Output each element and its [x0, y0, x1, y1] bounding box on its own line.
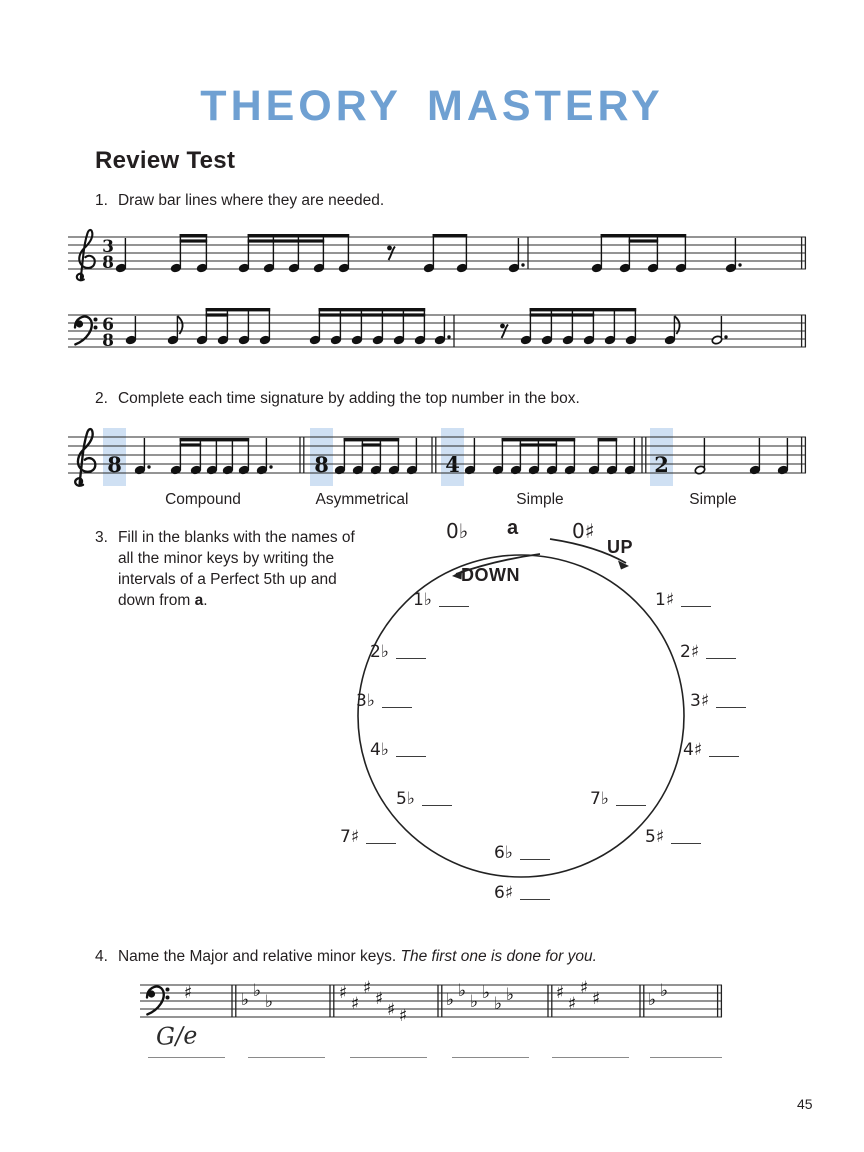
- meter-label-simple-1: Simple: [516, 491, 564, 508]
- answer-blank: [671, 839, 701, 844]
- key-slot-1-sharp: 1♯: [655, 590, 711, 610]
- meter-label-simple-2: Simple: [689, 491, 737, 508]
- key-slot-4-flats: 4♭: [370, 740, 426, 760]
- answer-blank: [709, 752, 739, 757]
- bottom-number: 2: [654, 452, 669, 477]
- key-slot-4-sharps: 4♯: [683, 740, 739, 760]
- bottom-number: 4: [445, 452, 460, 477]
- circle-outline: [358, 555, 684, 877]
- staff-q2: [60, 420, 816, 500]
- sharp-icon: ♯: [591, 989, 601, 1009]
- label-down: DOWN: [461, 565, 520, 585]
- time-signature-top: 3: [102, 237, 114, 257]
- sharp-icon: ♯: [362, 978, 372, 998]
- answer-blank: [422, 801, 452, 806]
- answer-blank: [396, 752, 426, 757]
- notation: [68, 308, 806, 347]
- key-slot-2-flats: 2♭: [370, 642, 426, 662]
- answer-blank: [616, 801, 646, 806]
- answer-blank: [248, 1047, 325, 1058]
- key-slot-3-flats: 3♭: [356, 691, 412, 711]
- notation: [68, 230, 806, 280]
- question-3: [95, 527, 357, 611]
- treble-clef-icon: [75, 429, 95, 486]
- answer-blank: [552, 1047, 629, 1058]
- question-4-italic: The first one is done for you.: [400, 948, 597, 965]
- answer-blank: [382, 703, 412, 708]
- answer-blank: [520, 855, 550, 860]
- time-signature-bottom: 8: [102, 331, 114, 351]
- answer-blank: [148, 1047, 225, 1058]
- flat-icon: ♭: [252, 981, 262, 1001]
- meter-label-compound: Compound: [165, 491, 241, 508]
- sharp-icon: ♯: [555, 983, 565, 1003]
- question-1-number: 1.: [95, 192, 108, 209]
- key-slot-5-sharps: 5♯: [645, 827, 701, 847]
- question-3-number: 3.: [95, 529, 108, 546]
- label-up: UP: [607, 537, 634, 557]
- flat-icon: ♭: [481, 983, 491, 1003]
- question-2: [95, 388, 580, 409]
- flat-icon: ♭: [493, 994, 503, 1014]
- key-slot-1-flat: 1♭: [413, 590, 469, 610]
- question-2-text: Complete each time signature by adding the top number in the box.: [117, 390, 580, 407]
- key-slot-5-flats: 5♭: [396, 789, 452, 809]
- tonic-reference: a: [194, 592, 204, 609]
- key-slot-7-sharps: 7♯: [340, 827, 396, 847]
- flat-icon: ♭: [445, 990, 455, 1010]
- label-tonic-a: a: [507, 517, 519, 539]
- flat-icon: ♭: [659, 981, 669, 1001]
- page-number: 45: [797, 1096, 813, 1112]
- staff-q1-bass: [60, 300, 812, 374]
- staff-q4-key-signatures: [130, 975, 730, 1035]
- time-signature-bottom: 8: [102, 253, 114, 273]
- question-4-number: 4.: [95, 948, 108, 965]
- sharp-icon: ♯: [338, 983, 348, 1003]
- label-zero-sharps: 0♯: [572, 519, 595, 543]
- notation: [140, 978, 722, 1026]
- answer-blank: [452, 1047, 529, 1058]
- answer-blank: [520, 895, 550, 900]
- question-3-text: Fill in the blanks with the names of all the minor keys by writing the intervals of a Perfect 5th up and down from a.: [117, 529, 355, 609]
- sharp-icon: ♯: [350, 994, 360, 1014]
- flat-icon: ♭: [264, 992, 274, 1012]
- section-heading: Review Test: [95, 147, 236, 174]
- key-slot-2-sharps: 2♯: [680, 642, 736, 662]
- answer-blank: [366, 839, 396, 844]
- time-signature-top: 6: [102, 315, 114, 335]
- key-slot-6-sharps: 6♯: [494, 883, 550, 903]
- answer-blank: [650, 1047, 722, 1058]
- key-slot-3-sharps: 3♯: [690, 691, 746, 711]
- flat-icon: ♭: [505, 985, 515, 1005]
- bottom-number: 8: [107, 452, 122, 477]
- question-1: [95, 190, 384, 211]
- answer-blank: [439, 602, 469, 607]
- sharp-icon: ♯: [398, 1006, 408, 1026]
- answer-blank: [706, 654, 736, 659]
- page-title: THEORY MASTERY: [200, 82, 664, 130]
- key-slot-7-flats: 7♭: [590, 789, 646, 809]
- answer-blank: [681, 602, 711, 607]
- meter-label-asymmetrical: Asymmetrical: [315, 491, 409, 508]
- question-2-number: 2.: [95, 390, 108, 407]
- answer-example: G/e: [155, 1021, 198, 1051]
- answer-blank: [716, 703, 746, 708]
- flat-icon: ♭: [457, 981, 467, 1001]
- flat-icon: ♭: [469, 992, 479, 1012]
- question-1-text: Draw bar lines where they are needed.: [117, 192, 385, 209]
- sharp-icon: ♯: [183, 983, 193, 1003]
- sharp-icon: ♯: [579, 978, 589, 998]
- flat-icon: ♭: [647, 990, 657, 1010]
- staff-q1-treble: [60, 222, 812, 296]
- question-4-text: Name the Major and relative minor keys. The first one is done for you.: [117, 948, 597, 965]
- sharp-icon: ♯: [386, 1000, 396, 1020]
- answer-blank: [396, 654, 426, 659]
- bottom-number: 8: [314, 452, 329, 477]
- label-zero-flats: 0♭: [446, 519, 469, 543]
- sharp-icon: ♯: [374, 989, 384, 1009]
- key-slot-6-flats: 6♭: [494, 843, 550, 863]
- notation: [68, 429, 806, 486]
- answer-blank: [350, 1047, 427, 1058]
- flat-icon: ♭: [240, 990, 250, 1010]
- question-4: [95, 946, 597, 967]
- sharp-icon: ♯: [567, 994, 577, 1014]
